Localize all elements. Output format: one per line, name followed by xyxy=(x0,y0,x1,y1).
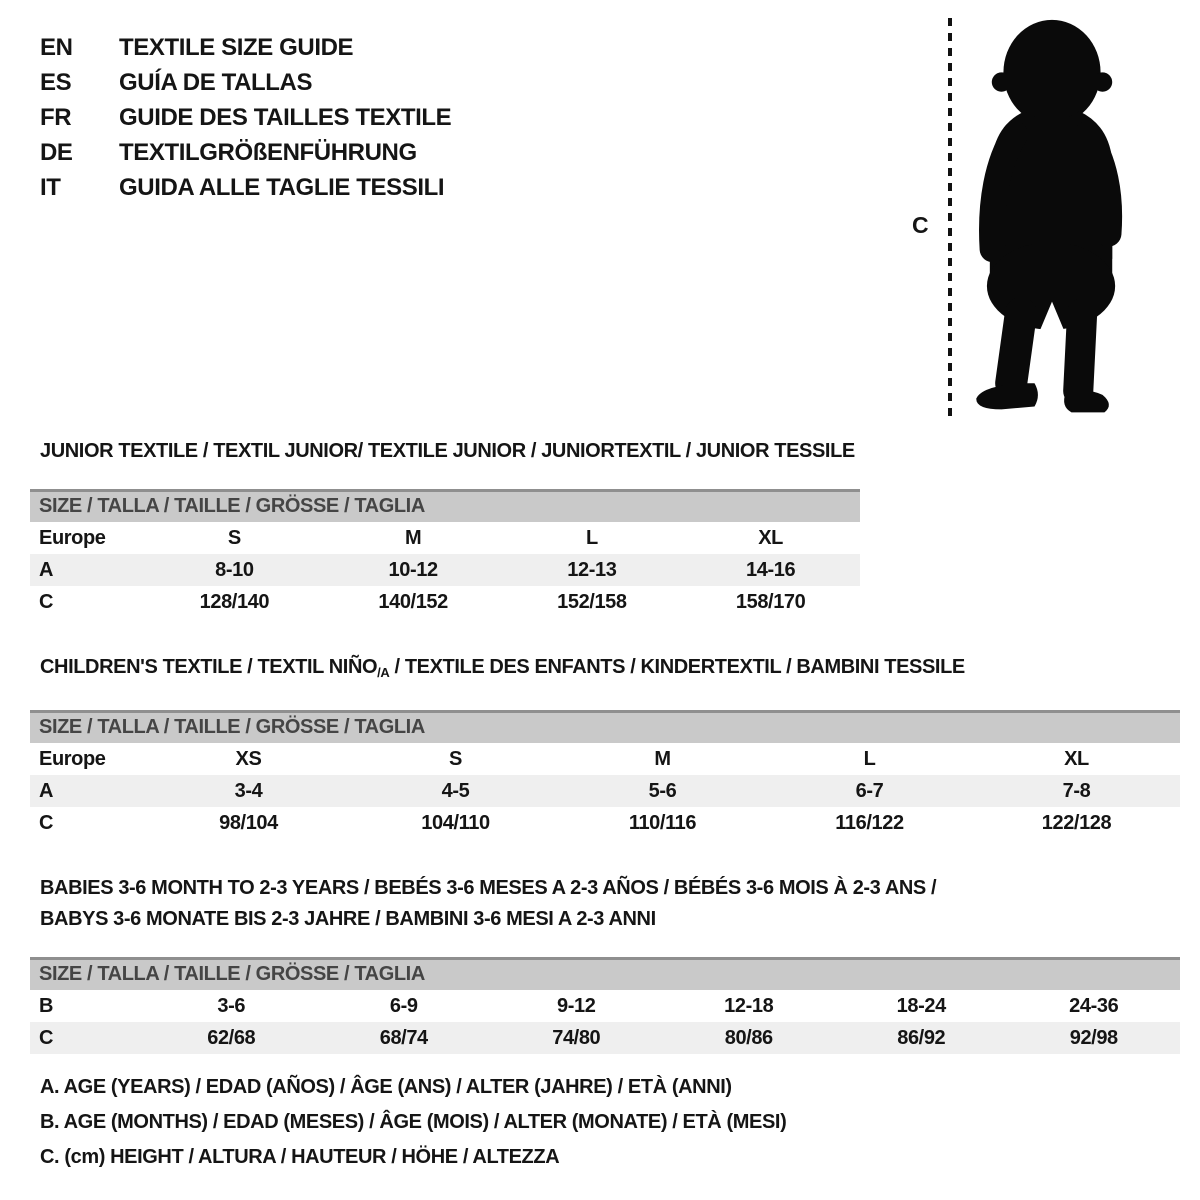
table-cell: 80/86 xyxy=(724,1026,773,1049)
table-cell: 140/152 xyxy=(378,590,448,613)
column-header: XS xyxy=(235,747,262,770)
language-code: FR xyxy=(40,104,72,131)
legend-line: C. (cm) HEIGHT / ALTURA / HAUTEUR / HÖHE / ALTEZZA xyxy=(40,1146,560,1168)
section-title xyxy=(40,873,1180,935)
table-cell: 92/98 xyxy=(1069,1026,1118,1049)
column-header: M xyxy=(654,747,671,770)
section-children xyxy=(30,652,1180,839)
language-code: EN xyxy=(40,34,73,61)
table-cell: 98/104 xyxy=(219,811,278,834)
column-header: XL xyxy=(1064,747,1089,770)
size-header-bar: SIZE / TALLA / TAILLE / GRÖSSE / TAGLIA xyxy=(30,710,1180,743)
table-row xyxy=(30,554,860,586)
size-table xyxy=(30,522,860,618)
table-cell: 18-24 xyxy=(896,994,946,1017)
column-header: L xyxy=(863,747,876,770)
section-title xyxy=(40,652,1180,688)
table-cell: 8-10 xyxy=(215,558,254,581)
section-title-text: / TEXTILE DES ENFANTS / KINDERTEXTIL / BAMBINI TESSILE xyxy=(389,656,965,678)
table-cell: 3-4 xyxy=(234,779,263,802)
table-header-row xyxy=(30,522,860,554)
table-cell: 6-9 xyxy=(389,994,418,1017)
section-title xyxy=(40,436,1180,467)
language-header xyxy=(40,30,451,205)
table-cell: 158/170 xyxy=(735,590,806,613)
size-header-bar: SIZE / TALLA / TAILLE / GRÖSSE / TAGLIA xyxy=(30,957,1180,990)
legend-line: A. AGE (YEARS) / EDAD (AÑOS) / ÂGE (ANS) / ALTER (JAHRE) / ETÀ (ANNI) xyxy=(40,1076,732,1098)
language-label: GUIDE DES TAILLES TEXTILE xyxy=(119,104,452,131)
toddler-silhouette-icon xyxy=(964,16,1140,424)
table-row xyxy=(30,807,1180,839)
column-header: S xyxy=(227,526,241,549)
language-label: GUIDA ALLE TAGLIE TESSILI xyxy=(119,174,445,201)
row-label: A xyxy=(39,558,54,581)
language-row xyxy=(40,135,451,170)
section-title-text: CHILDREN'S TEXTILE / TEXTIL NIÑO xyxy=(40,656,378,678)
table-cell: 110/116 xyxy=(628,811,697,834)
table-row xyxy=(30,586,860,618)
table-cell: 74/80 xyxy=(552,1026,601,1049)
language-row xyxy=(40,100,451,135)
section-title-text: BABIES 3-6 MONTH TO 2-3 YEARS / BEBÉS 3-6 MESES A 2-3 AÑOS / BÉBÉS 3-6 MOIS À 2-3 ANS / xyxy=(40,877,937,899)
section-title-text: JUNIOR TEXTILE / TEXTIL JUNIOR/ TEXTILE JUNIOR / JUNIORTEXTIL / JUNIOR TESSILE xyxy=(40,440,855,462)
height-figure xyxy=(896,12,1196,426)
table-cell: 12-18 xyxy=(724,994,774,1017)
table-cell: 116/122 xyxy=(835,811,904,834)
column-header: L xyxy=(585,526,598,549)
language-label: TEXTILE SIZE GUIDE xyxy=(119,34,354,61)
table-cell: 12-13 xyxy=(567,558,617,581)
table-cell: 6-7 xyxy=(855,779,884,802)
language-code: DE xyxy=(40,139,73,166)
size-table xyxy=(30,990,1180,1054)
row-label: C xyxy=(39,590,54,613)
table-cell: 4-5 xyxy=(441,779,470,802)
table-cell: 122/128 xyxy=(1041,811,1112,834)
language-row xyxy=(40,30,451,65)
table-row xyxy=(30,990,1180,1022)
row-label: B xyxy=(39,994,54,1017)
table-cell: 10-12 xyxy=(388,558,438,581)
language-label: TEXTILGRÖßENFÜHRUNG xyxy=(119,139,417,166)
section-title-line xyxy=(40,652,1180,688)
section-title-line xyxy=(40,436,1180,467)
section-title-line xyxy=(40,904,1180,935)
column-header: S xyxy=(449,747,462,770)
legend-line: B. AGE (MONTHS) / EDAD (MESES) / ÂGE (MOIS) / ALTER (MONATE) / ETÀ (MESI) xyxy=(40,1111,787,1133)
table-cell: 62/68 xyxy=(207,1026,256,1049)
row-label: A xyxy=(39,779,54,802)
table-row xyxy=(30,775,1180,807)
table-cell: 68/74 xyxy=(379,1026,428,1049)
table-cell: 7-8 xyxy=(1062,779,1091,802)
row-label: C xyxy=(39,811,54,834)
language-code: IT xyxy=(40,174,61,201)
table-cell: 14-16 xyxy=(746,558,796,581)
height-measure-label: C xyxy=(912,212,929,238)
table-cell: 152/158 xyxy=(557,590,627,613)
language-row xyxy=(40,170,451,205)
size-table xyxy=(30,743,1180,839)
column-header: XL xyxy=(758,526,783,549)
table-header-row xyxy=(30,743,1180,775)
size-sections xyxy=(30,436,1180,1054)
legend xyxy=(40,1070,786,1175)
table-cell: 128/140 xyxy=(199,590,270,613)
section-junior xyxy=(30,436,1180,618)
row-label: C xyxy=(39,1026,54,1049)
column-header: M xyxy=(404,526,422,549)
table-cell: 9-12 xyxy=(557,994,596,1017)
table-cell: 24-36 xyxy=(1069,994,1119,1017)
region-label: Europe xyxy=(39,747,106,770)
section-title-line xyxy=(40,873,1180,904)
table-row xyxy=(30,1022,1180,1054)
table-cell: 86/92 xyxy=(897,1026,946,1049)
section-title-text: /A xyxy=(377,665,390,680)
table-cell: 104/110 xyxy=(421,811,490,834)
section-title-text: BABYS 3-6 MONATE BIS 2-3 JAHRE / BAMBINI 3-6 MESI A 2-3 ANNI xyxy=(40,908,656,930)
table-cell: 5-6 xyxy=(648,779,677,802)
table-cell: 3-6 xyxy=(217,994,246,1017)
size-header-bar: SIZE / TALLA / TAILLE / GRÖSSE / TAGLIA xyxy=(30,489,860,522)
region-label: Europe xyxy=(39,526,106,549)
language-label: GUÍA DE TALLAS xyxy=(119,69,313,96)
language-row xyxy=(40,65,451,100)
language-code: ES xyxy=(40,69,72,96)
height-dashed-line xyxy=(948,18,952,416)
section-babies xyxy=(30,873,1180,1054)
